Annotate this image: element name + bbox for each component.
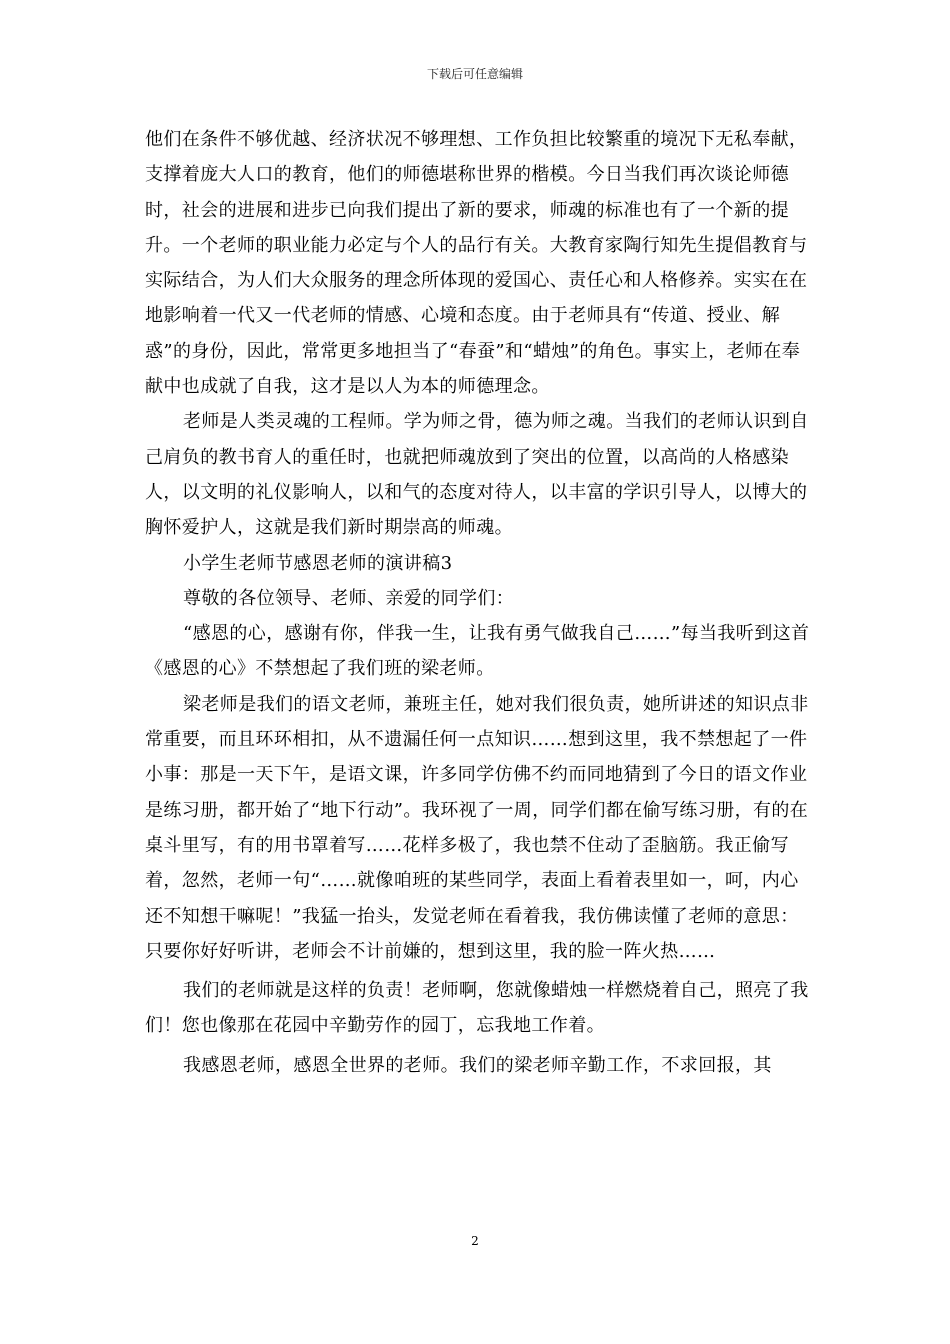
page-header-note: 下载后可任意编辑 [426,67,523,81]
paragraph-teacher-liang: 梁老师是我们的语文老师，兼班主任，她对我们很负责，她所讲述的知识点非常重要，而且环环相扣，从不遗漏任何一点知识……想到这里，我不禁想起了一件小事：那是一天下午，是语文课，许多同学仿佛不约而同地猜到了今日的语文作业是练习册，都开始了“地下行动”。我环视了一周，同学们都在偷写练习册，有的在桌斗里写，有的用书罩着写……花样多极了，我也禁不住动了歪脑筋。我正偷写着，忽然，老师一句“……就像咱班的某些同学，表面上看着表里如一，呵，内心还不知想干嘛呢！”我猛一抬头，发觉老师在看着我，我仿佛读懂了老师的意思：只要你好好听讲，老师会不计前嫌的，想到这里，我的脸一阵火热…… [145,693,809,962]
paragraph-continuation: 他们在条件不够优越、经济状况不够理想、工作负担比较繁重的境况下无私奉献，支撑着庞大人口的教育，他们的师德堪称世界的楷模。今日当我们再次谈论师德时，社会的进展和进步已向我们提出了新的要求，师魂的标准也有了一个新的提升。一个老师的职业能力必定与个人的品行有关。大教育家陶行知先生提倡教育与实际结合，为人们大众服务的理念所体现的爱国心、责任心和人格修养。实实在在地影响着一代又一代老师的情感、心境和态度。由于老师具有“传道、授业、解惑”的身份，因此，常常更多地担当了“春蚕”和“蜡烛”的角色。事实上，老师在奉献中也成就了自我，这才是以人为本的师德理念。 [145,129,808,398]
paragraph-teacher-soul: 老师是人类灵魂的工程师。学为师之骨，德为师之魂。当我们的老师认识到自己肩负的教书育人的重任时，也就把师魂放到了突出的位置，以高尚的人格感染人，以文明的礼仪影响人，以和气的态度对待人，以丰富的学识引导人，以博大的胸怀爱护人，这就是我们新时期崇高的师魂。 [145,411,809,539]
document-body [145,122,810,1083]
paragraph-grateful-heart: “感恩的心，感谢有你，伴我一生，让我有勇气做我自己……”每当我听到这首《感恩的心》不禁想起了我们班的梁老师。 [145,623,810,680]
paragraph-thank-teachers: 我感恩老师，感恩全世界的老师。我们的梁老师辛勤工作，不求回报，其 [183,1054,772,1076]
speech-title: 小学生老师节感恩老师的演讲稿3 [183,552,453,574]
page-number: 2 [471,1234,479,1248]
paragraph-responsible-teacher: 我们的老师就是这样的负责！老师啊，您就像蜡烛一样燃烧着自己，照亮了我们！您也像那在花园中辛勤劳作的园丁，忘我地工作着。 [145,980,809,1037]
speech-salutation: 尊敬的各位领导、老师、亲爱的同学们： [183,587,515,609]
